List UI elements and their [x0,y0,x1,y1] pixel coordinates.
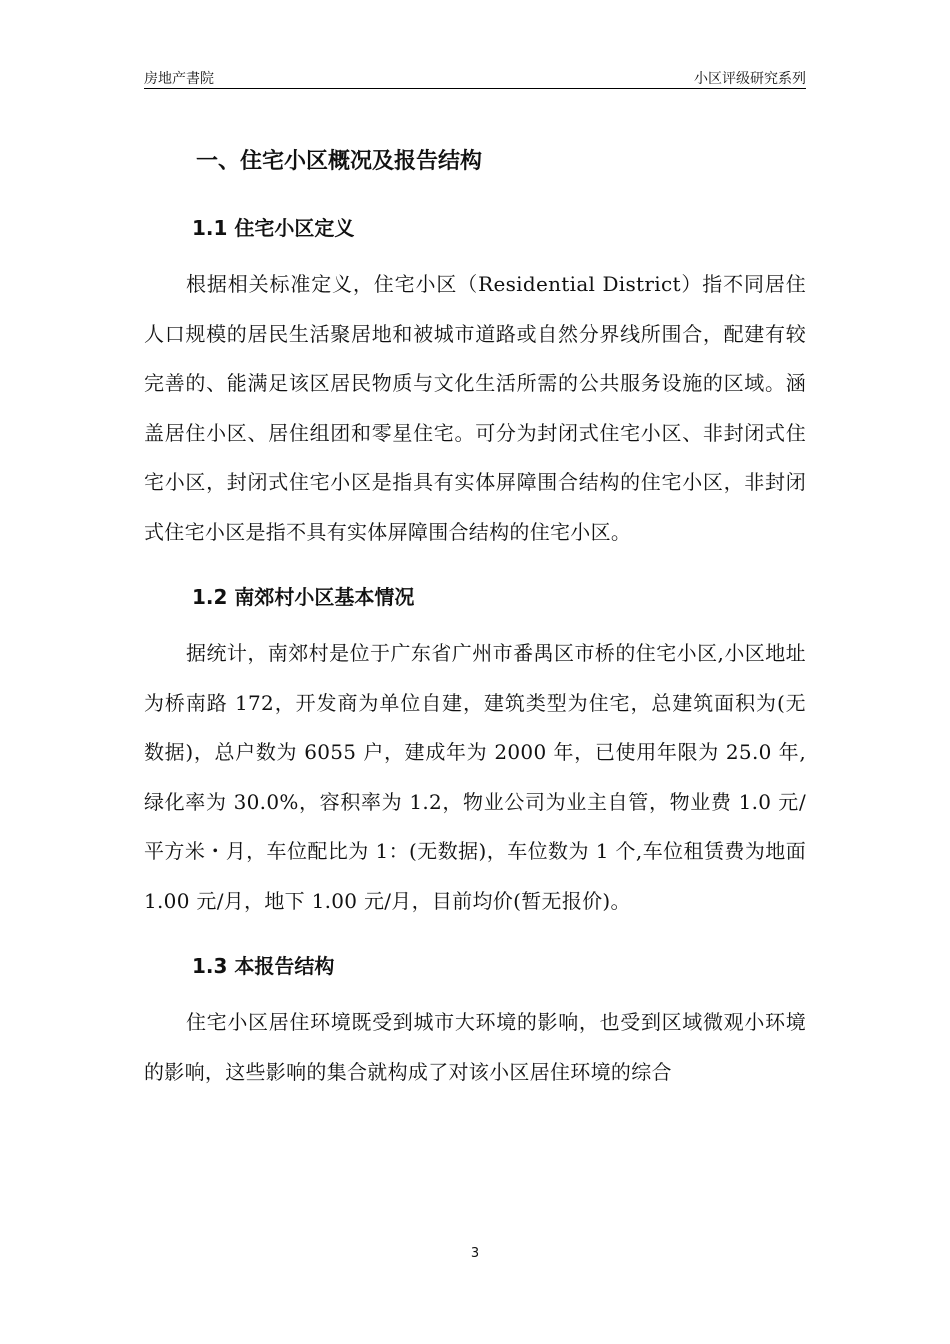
section-heading-report-structure: 1.3 本报告结构 [192,954,335,978]
section-heading-basic-info: 1.2 南郊村小区基本情况 [192,585,415,609]
header-series-title: 小区评级研究系列 [694,71,806,87]
chapter-title: 一、住宅小区概况及报告结构 [196,149,483,174]
page-content [144,140,806,1097]
section-paragraph-report-structure: 住宅小区居住环境既受到城市大环境的影响，也受到区域微观小环境的影响，这些影响的集合就构成了对该小区居住环境的综合 [144,1010,806,1084]
section-heading-definition: 1.1 住宅小区定义 [192,216,355,240]
section-paragraph-basic-info: 据统计，南郊村是位于广东省广州市番禺区市桥的住宅小区,小区地址为桥南路 172，开发商为单位自建，建筑类型为住宅，总建筑面积为(无数据)，总户数为 6055 户，建成年为 2000 年，已使用年限为 25.0 年,绿化率为 30.0%，容积率为 1.2，物业公司为业主自管，物业费 1.0 元/平方米・月，车位配比为 1：(无数据)，车位数为 1 个,车位租赁费为地面 1.00 元/月，地下 1.00 元/月，目前均价(暂无报价)。 [144,641,806,913]
header-publisher: 房地产書院 [144,71,214,87]
page-number: 3 [470,1246,480,1261]
section-paragraph-definition: 根据相关标准定义，住宅小区（Residential District）指不同居住人口规模的居民生活聚居地和被城市道路或自然分界线所围合，配建有较完善的、能满足该区居民物质与文化生活所需的公共服务设施的区域。涵盖居住小区、居住组团和零星住宅。可分为封闭式住宅小区、非封闭式住宅小区，封闭式住宅小区是指具有实体屏障围合结构的住宅小区，非封闭式住宅小区是指不具有实体屏障围合结构的住宅小区。 [144,272,806,544]
page-header [144,64,806,89]
